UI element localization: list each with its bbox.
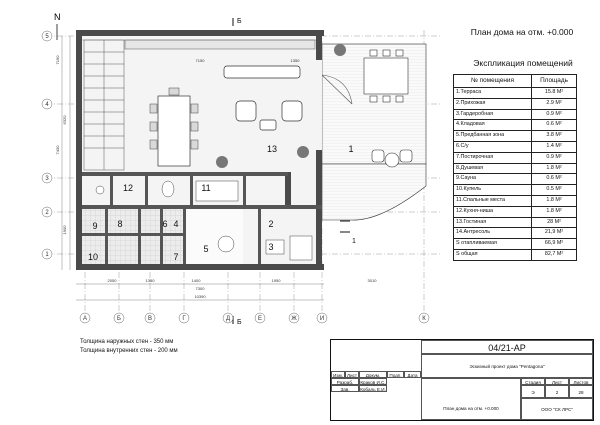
room-area: 1.8 М² [532,195,577,206]
room-name: 9.Сауна [454,174,532,185]
svg-text:Б: Б [117,316,121,322]
svg-text:12: 12 [122,183,134,193]
room-area: 15.8 М² [532,88,577,99]
stamp-sheets: 28 [569,385,593,398]
explication-title: Экспликация помещений [473,58,573,68]
explication-table [453,74,577,261]
svg-text:4: 4 [45,102,49,108]
svg-text:В: В [147,316,153,322]
svg-text:7: 7 [173,252,179,262]
svg-text:1350: 1350 [145,278,155,283]
room-name: 4.Кладовая [454,120,532,131]
room-area: 82,7 М² [532,249,577,260]
stamp-sheet-title: План дома на отм. +0.000 [443,406,499,411]
title-block [330,339,594,421]
room-name: 6.С/у [454,141,532,152]
stamp-company: ООО "СК ЛРС" [521,398,593,420]
svg-text:6320: 6320 [62,115,67,125]
svg-text:7190: 7190 [55,55,60,65]
room-area: 0.5 М² [532,185,577,196]
svg-text:1: 1 [348,144,354,154]
stamp-header-sheets: Листов [569,378,593,385]
stamp-stage: Э [521,385,545,398]
stamp-name-developer: Краков И.С. [360,380,386,385]
room-name: 7.Постирочная [454,152,532,163]
svg-text:7300: 7300 [195,286,205,291]
table-row [454,174,577,185]
svg-text:1950: 1950 [271,278,281,283]
header-room-number: № помещения [454,75,532,88]
room-name: 14.Антресоль [454,228,532,239]
table-row [454,228,577,239]
room-area: 21,9 М² [532,228,577,239]
svg-text:3010: 3010 [367,278,377,283]
svg-text:Г: Г [182,316,186,322]
room-name: 11.Спальные места [454,195,532,206]
project-code: 04/21-АР [421,340,593,354]
room-name: S общая [454,249,532,260]
room-area: 2.9 М² [532,98,577,109]
room-name: 8.Душевая [454,163,532,174]
svg-text:1900: 1900 [62,225,67,235]
inner-wall-note: Толщина внутренних стен - 200 мм [80,348,178,354]
room-area: 66,9 М² [532,239,577,250]
table-row [454,131,577,142]
svg-text:6: 6 [162,219,168,229]
svg-text:2: 2 [45,210,49,216]
room-area: 0.6 М² [532,174,577,185]
stamp-header-doc: Докум. [359,371,387,378]
table-row [454,185,577,196]
svg-text:1: 1 [45,252,49,258]
svg-text:N: N [54,12,61,22]
svg-text:Б: Б [237,319,242,326]
room-area: 1.4 М² [532,141,577,152]
svg-text:А: А [82,316,88,322]
svg-text:И: И [319,316,325,322]
header-area: Площадь [532,75,577,88]
wall-notes [80,338,178,356]
room-name: 13.Гостиная [454,217,532,228]
axis-number-bubbles [42,31,52,259]
table-row [454,239,577,250]
svg-text:8: 8 [117,219,123,229]
room-area: 1.8 М² [532,163,577,174]
table-row [454,152,577,163]
axis-letter-bubbles [80,313,429,323]
svg-text:К: К [422,316,426,322]
stamp-name-head: Кобаль Е.И. [360,387,386,392]
table-row [454,120,577,131]
stamp-header-list: Лист [345,371,359,378]
table-row [454,141,577,152]
stamp-header-date: Дата [404,371,421,378]
svg-text:Б: Б [237,18,242,25]
svg-text:2050: 2050 [107,278,117,283]
table-row [454,195,577,206]
kitchen-counter [125,40,315,49]
room-name: 12.Кухня-ниша [454,206,532,217]
room-area: 1.8 М² [532,206,577,217]
stamp-sheet: 2 [545,385,569,398]
svg-text:1: 1 [352,238,356,245]
room-name: S отапливаемая [454,239,532,250]
table-row [454,249,577,260]
svg-text:5: 5 [45,34,49,40]
room-area: 0.9 М² [532,109,577,120]
room-area: 0.9 М² [532,152,577,163]
svg-text:2: 2 [268,219,274,229]
svg-text:11: 11 [201,183,211,193]
project-name: Эскизный проект дома "Pentagona" [421,354,593,378]
room-name: 2.Прихожая [454,98,532,109]
svg-text:1400: 1400 [191,278,201,283]
outer-wall-note: Толщина наружных стен - 350 мм [80,339,174,345]
svg-text:9: 9 [92,221,98,231]
stamp-header-sign: Подп. [387,371,404,378]
svg-text:1350: 1350 [290,58,300,63]
svg-text:7150: 7150 [195,58,205,63]
svg-text:4: 4 [173,219,179,229]
svg-text:3: 3 [268,242,274,252]
svg-text:Д: Д [225,316,231,322]
svg-text:7430: 7430 [55,145,60,155]
svg-text:13: 13 [266,144,278,154]
table-row [454,163,577,174]
table-row [454,206,577,217]
room-name: 1.Терраса [454,88,532,99]
svg-text:Е: Е [257,316,263,322]
table-row [454,88,577,99]
svg-text:10: 10 [87,252,99,262]
sheet-title: План дома на отм. +0.000 [470,27,574,37]
table-header-row [454,75,577,88]
stamp-header-sheet: Лист [545,378,569,385]
stamp-header-izm: Изм. [331,371,345,378]
table-row [454,109,577,120]
room-name: 5.Предбанная зона [454,131,532,142]
room-name: 10.Купель [454,185,532,196]
stamp-role-developer: Разраб. [331,378,359,385]
svg-text:5: 5 [203,244,209,254]
svg-text:Ж: Ж [291,316,297,322]
stamp-header-stage: Стадия [521,378,545,385]
room-area: 28 М² [532,217,577,228]
table-row [454,98,577,109]
svg-text:3: 3 [45,176,49,182]
room-area: 3.8 М² [532,131,577,142]
svg-text:10390: 10390 [194,294,206,299]
room-area: 0.6 М² [532,120,577,131]
room-name: 3.Гардеробная [454,109,532,120]
stamp-role-head: Зав. [331,385,359,392]
table-row [454,217,577,228]
